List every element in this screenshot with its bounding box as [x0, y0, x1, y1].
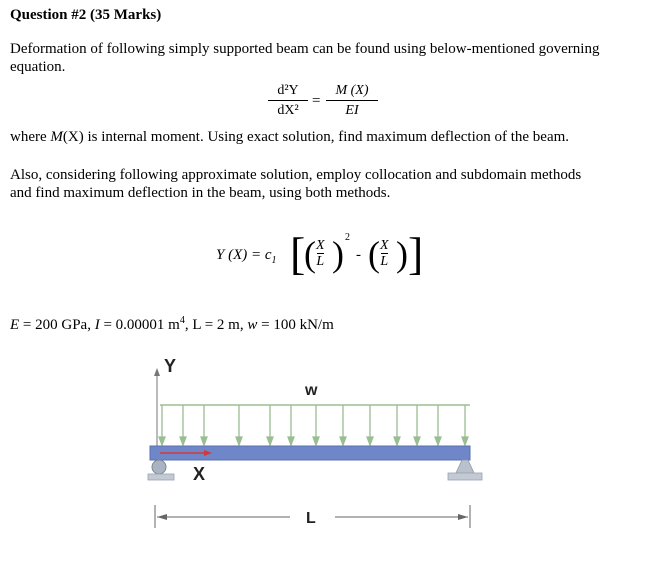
y-axis-arrowhead [154, 368, 160, 376]
equals-sign: = [312, 93, 321, 109]
rhs-numerator: M (X) [335, 83, 369, 98]
load-label: w [305, 382, 318, 399]
left-ground [148, 474, 174, 480]
exponent: 2 [345, 232, 350, 243]
rhs-denominator: EI [345, 103, 359, 118]
moment-sentence: where M(X) is internal moment. Using exact solution, find maximum deflection of the beam. [10, 129, 570, 145]
lhs-numerator: d²Y [277, 83, 299, 98]
x-axis-label: X [193, 464, 206, 484]
parameters-line: E = 200 GPa, I = 0.00001 $m^4$, L = 2 m, w = 100 kN/m [10, 315, 334, 333]
method-line-2: and find maximum deflection in the beam, using both methods. [10, 185, 391, 201]
y-axis-label: Y [164, 356, 177, 376]
intro-line-2: equation. [10, 59, 66, 75]
pin-support [456, 460, 474, 473]
question-title: Question #2 (35 Marks) [10, 7, 162, 23]
right-ground [448, 473, 482, 480]
lhs-denominator: dX² [277, 103, 299, 118]
roller-support [152, 460, 166, 474]
distributed-load-arrows [159, 405, 468, 445]
intro-line-1: Deformation of following simply supported beam can be found using below-mentioned governing [10, 41, 600, 57]
length-label: L [306, 510, 316, 527]
method-line-1: Also, considering following approximate solution, employ collocation and subdomain methods [10, 167, 582, 183]
